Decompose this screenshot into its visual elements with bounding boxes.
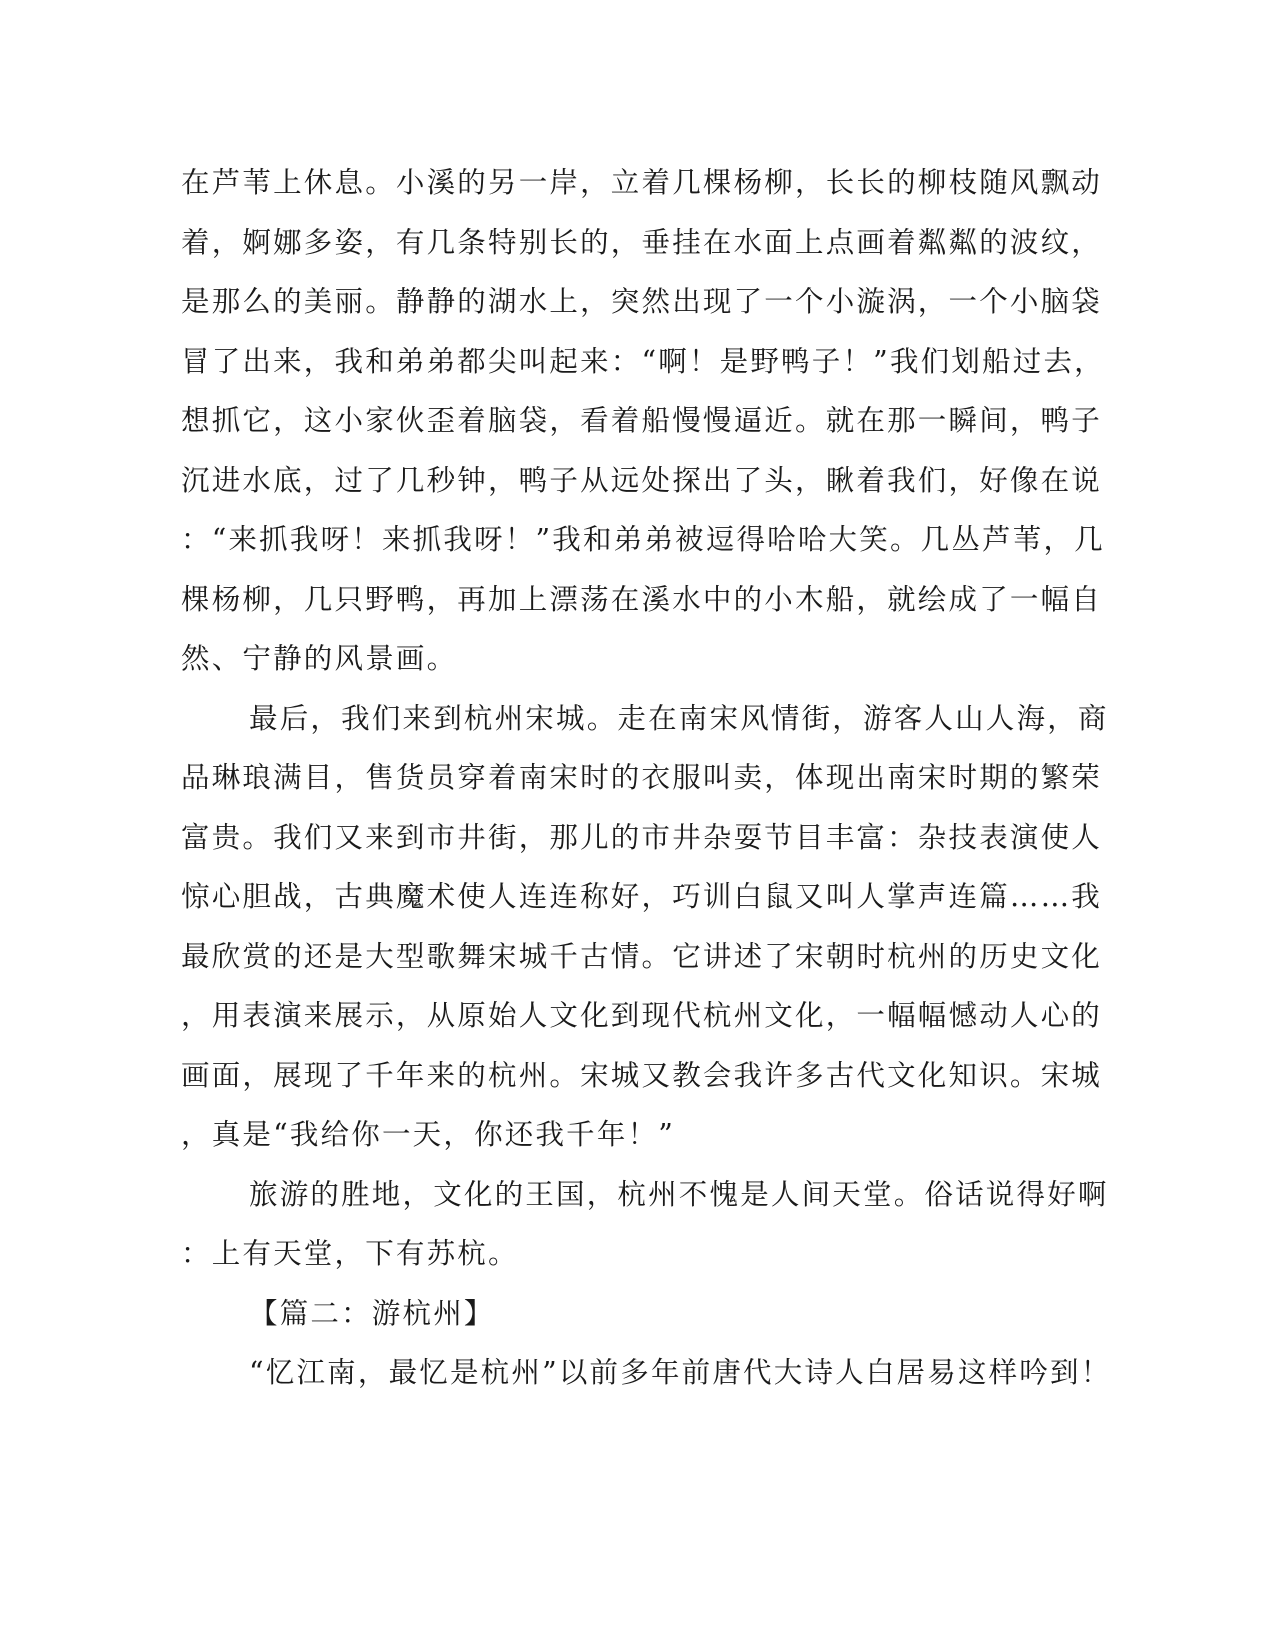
body-text (181, 158, 1112, 1408)
text-line: 在芦苇上休息。小溪的另一岸，立着几棵杨柳，长长的柳枝随风飘动 (181, 166, 1103, 199)
text-line: ，用表演来展示，从原始人文化到现代杭州文化，一幅幅憾动人心的 (181, 999, 1103, 1032)
text-line: 画面，展现了千年来的杭州。宋城又教会我许多古代文化知识。宋城 (181, 1058, 1103, 1092)
text-line: 惊心胆战，古典魔术使人连连称好，巧训白鼠又叫人掌声连篇……我 (181, 880, 1103, 913)
text-line: ：“来抓我呀！来抓我呀！”我和弟弟被逗得哈哈大笑。几丛芦苇，几 (181, 523, 1105, 556)
text-line: 富贵。我们又来到市井街，那儿的市井杂耍节目丰富：杂技表演使人 (181, 820, 1103, 854)
text-line: 着，婀娜多姿，有几条特别长的，垂挂在水面上点画着粼粼的波纹， (181, 225, 1103, 259)
section-heading: 【篇二：游杭州】 (249, 1296, 495, 1330)
text-line: 品琳琅满目，售货员穿着南宋时的衣服叫卖，体现出南宋时期的繁荣 (181, 761, 1103, 794)
text-line: 想抓它，这小家伙歪着脑袋，看着船慢慢逼近。就在那一瞬间，鸭子 (181, 404, 1103, 437)
paragraph-start-line: 最后，我们来到杭州宋城。走在南宋风情街，游客人山人海，商 (249, 701, 1109, 735)
text-line: 冒了出来，我和弟弟都尖叫起来：“啊！是野鸭子！”我们划船过去， (181, 344, 1105, 378)
text-line: ，真是“我给你一天，你还我千年！” (181, 1118, 676, 1151)
text-line: 沉进水底，过了几秒钟，鸭子从远处探出了头，瞅着我们，好像在说 (181, 463, 1103, 497)
paragraph-start-line: “忆江南，最忆是杭州”以前多年前唐代大诗人白居易这样吟到！ (249, 1356, 1112, 1389)
text-line: 是那么的美丽。静静的湖水上，突然出现了一个小漩涡，一个小脑袋 (181, 285, 1103, 318)
text-line: 棵杨柳，几只野鸭，再加上漂荡在溪水中的小木船，就绘成了一幅自 (181, 582, 1103, 616)
paragraph-start-line: 旅游的胜地，文化的王国，杭州不愧是人间天堂。俗话说得好啊 (249, 1177, 1109, 1211)
text-line: ：上有天堂，下有苏杭。 (181, 1237, 519, 1270)
text-line: 然、宁静的风景画。 (181, 642, 458, 675)
text-line: 最欣赏的还是大型歌舞宋城千古情。它讲述了宋朝时杭州的历史文化 (181, 939, 1103, 973)
